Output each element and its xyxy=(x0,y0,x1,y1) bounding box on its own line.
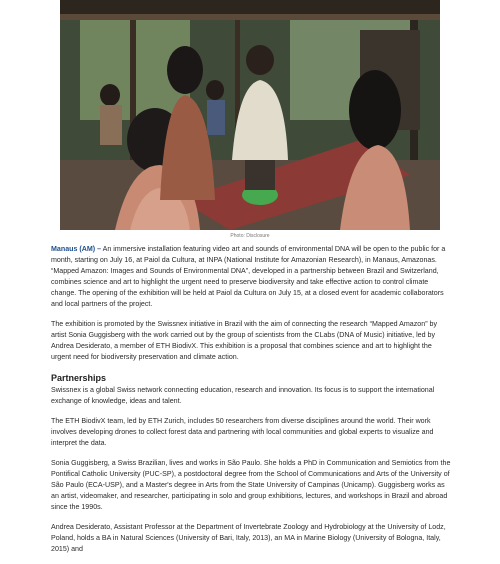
photo-illustration xyxy=(60,0,440,230)
paragraph-swissnex: Swissnex is a global Swiss network connecting education, research and innovation. Its focus is to support the international exchange of knowledge, ideas and talent. xyxy=(51,386,435,405)
section-heading-partnerships: Partnerships xyxy=(51,373,107,383)
dateline-link[interactable]: Manaus (AM) – xyxy=(51,245,102,253)
paragraph-eth-biodivx: The ETH BiodivX team, led by ETH Zurich, includes 50 researchers from diverse disciplines around the world. Their work involves developing drones to collect forest data and partnering with local communities and global experts to visualize and interpret the data. xyxy=(51,417,434,447)
paragraph-intro xyxy=(51,244,451,310)
article-body xyxy=(51,244,451,564)
paragraph-promotion: The exhibition is promoted by the Swissnex initiative in Brazil with the aim of connecting the research “Mapped Amazon” by artist Sonia Guggisberg with the work carried out by the group of scientists from the CLabs (DNA of Music) initiative, led by Andrea Desiderato, a member of ETH BiodivX. This exhibition is a proposal that combines science and art to highlight the urgent need for biodiversity preservation and climate action. xyxy=(51,320,438,361)
paragraph-sonia-guggisberg: Sonia Guggisberg, a Swiss Brazilian, lives and works in São Paulo. She holds a PhD in Communication and Semiotics from the Pontifical Catholic University (PUC-SP), a postdoctoral degree from the School of Communications and Arts of the University of São Paulo (ECA-USP), and a Master's degree in Arts from the State University of Campinas (Unicamp). Guggisberg works as an artist, videomaker, and researcher, participating in solo and group exhibitions, lectures, and workshops in Brazil and abroad since the 1990s. xyxy=(51,459,451,511)
article-photo xyxy=(60,0,440,230)
paragraph-andrea-desiderato: Andrea Desiderato, Assistant Professor at the Department of Invertebrate Zoology and Hydrobiology at the University of Lodz, Poland, holds a BA in Natural Sciences (University of Bari, Italy, 2013), an MA in Marine Biology (University of Bologna, Italy, 2015) and xyxy=(51,523,446,553)
photo-credit: Photo: Disclosure xyxy=(230,233,270,239)
paragraph-intro-text: An immersive installation featuring video art and sounds of environmental DNA will be open to the public for a month, starting on July 16, at Paiol da Cultura, at INPA (National Institute for Amazonian Research), in Manaus, Amazonas. “Mapped Amazon: Images and Sounds of Environmental DNA”, developed in a partnership between Brazil and Switzerland, combines science and art to highlight the urgent need to preserve biodiversity and take effective action to control climate change. The opening of the exhibition will be held at Paiol da Cultura on July 15, at a closed event for academic collaborators and local partners of the project. xyxy=(51,245,446,308)
